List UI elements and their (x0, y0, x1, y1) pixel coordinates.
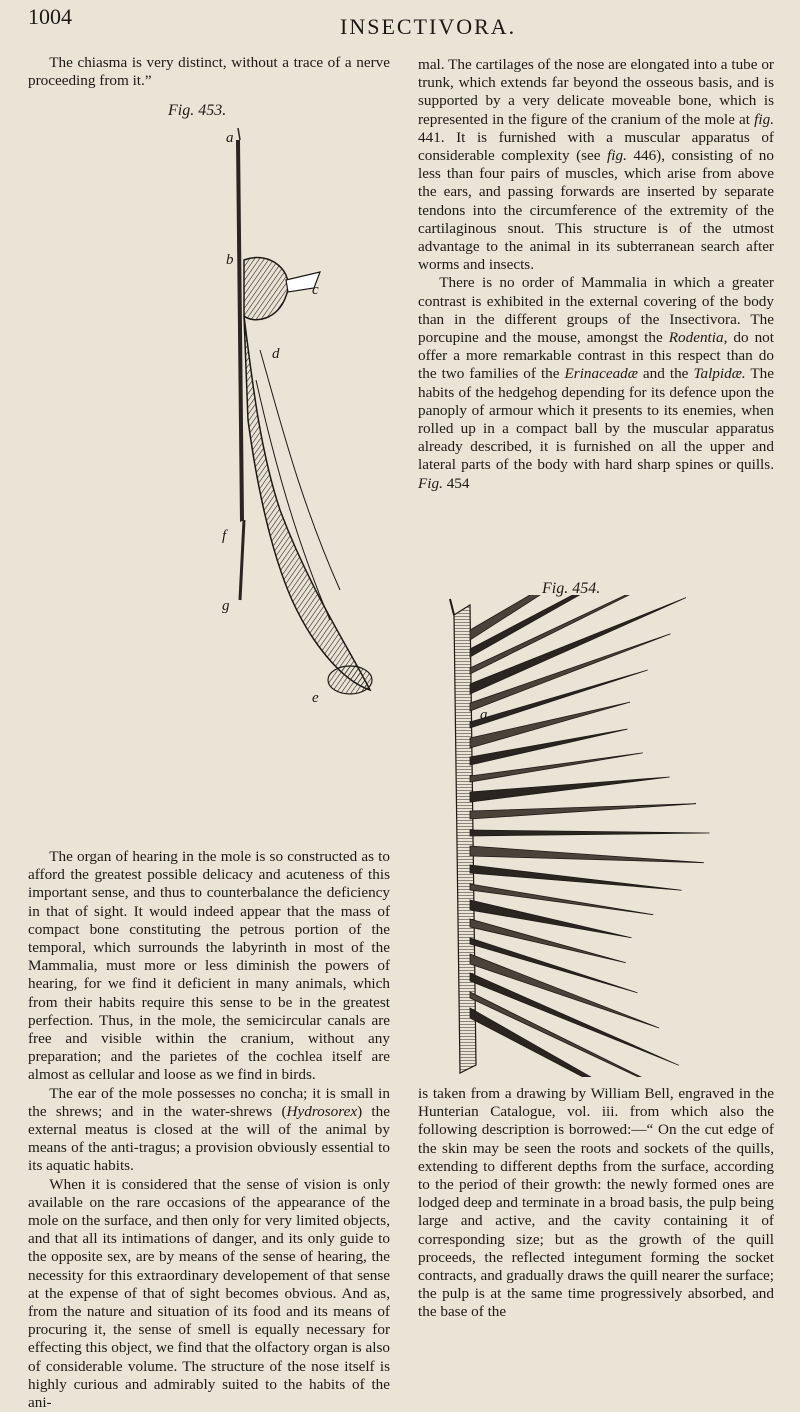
paragraph-covering-d: The habits of the hedgehog depending for its defence upon the panoply of armour which it presents to its enemies, when rolled up in a compact ball by the muscular apparatus already described, it is furnished on all the upper and lateral parts of the body with hard sharp spines or quills. (418, 365, 774, 474)
fig454-quill (470, 777, 670, 802)
fig453-inner-line (260, 350, 340, 590)
paragraph-covering-a: There is no order of Mammalia in which a greater contrast is exhibited in the external covering of the body than in the different groups of the Insectivora. The porcupine and the mouse, amongst the (418, 274, 774, 347)
fig454-skin (454, 605, 476, 1073)
fig453-lower-rod (240, 520, 244, 600)
fig453-label-g: g (222, 598, 230, 614)
paragraph-ear-a: The ear of the mole possesses no concha; it is small in the shrews; and in the water-shrews ( (28, 1084, 390, 1120)
fig454-quills (470, 595, 710, 1077)
fig454-skin-tip (450, 599, 454, 615)
right-column-bottom (418, 1085, 774, 1322)
fig453-label-d: d (272, 346, 280, 362)
paragraph-covering-b: do not offer a more remarkable contrast in this respect than do the two families of the (418, 329, 774, 383)
fig454-quill (470, 702, 630, 748)
fig454-label-a: a (480, 707, 488, 723)
term-talpidae: Talpidæ. (693, 365, 746, 383)
fig454-quill (470, 846, 704, 863)
paragraph-vision: When it is considered that the sense of vision is only available on the rare occasions of the appearance of the mole on the surface, and then only for very limited objects, and that all its intimations of danger, and its only guide to the opposite sex, are by means of the sense of hearing, the necessity for this extraordinary developement of that sense at the expense of that of sight becomes obvious. And as, from the nature and situation of its food and its means of procuring it, the sense of smell is equally necessary for effecting this object, we find that the olfactory organ is also of considerable volume. The structure of the nose itself is highly curious and admirably suited to the habits of the ani- (28, 1175, 390, 1412)
figure-454-illustration (440, 595, 770, 1077)
fig453-label-e: e (312, 690, 319, 705)
left-column-main (28, 848, 390, 1412)
paragraph-nose (418, 56, 774, 274)
paragraph-nose-a: mal. The cartilages of the nose are elongated into a tube or trunk, which extends far beyond the osseous basis, and is supported by a very delicate moveable bone, which is represented in the figure of the cranium of the mole at (418, 56, 774, 128)
right-column-top (418, 56, 774, 493)
paragraph-hearing: The organ of hearing in the mole is so constructed as to afford the greatest possible delicacy and acuteness of this important sense, and thus to counterbalance the deficiency in that of sight. It would indeed appear that the mass of compact bone constituting the petrous portion of the temporal, which surrounds the labyrinth in most of the Mammalia, must more or less diminish the powers of hearing, for we find it deficient in many animals, which from their habits require this sense to be in the greatest perfection. Thus, in the mole, the semicircular canals are free and visible within the cranium, without any preparation; and the parietes of the cochlea itself are almost as cellular and loose as we find in birds. (28, 848, 390, 1084)
fig453-label-b: b (226, 252, 234, 268)
left-column-top (28, 54, 390, 90)
term-hydrosorex: Hydrosorex (286, 1102, 358, 1120)
fig453-label-f: f (222, 528, 227, 544)
running-head: INSECTIVORA. (340, 14, 517, 39)
term-erinaceadae: Erinaceadæ (564, 365, 638, 383)
figure-453-caption: Fig. 453. (168, 102, 227, 119)
fig453-rod-tip (238, 128, 240, 140)
paragraph-nose-c: 446), consisting of no less than four pairs of muscles, which arise from above the ears, and passing forwards are inserted by separate tendons into the circumference of the extremity of the cartilaginous snout. This structure is of the utmost advantage to the animal in its subterranean search after worms and insects. (418, 147, 774, 274)
paragraph-nose-b: 441. It is furnished with a muscular apparatus of considerable complexity (see (418, 128, 774, 165)
figure-453-illustration (200, 120, 450, 705)
paragraph-quills: is taken from a drawing by William Bell, engraved in the Hunterian Catalogue, vol. iii. from which also the following description is borrowed:—“ On the cut edge of the skin may be seen the roots and sockets of the quills, extending to different depths from the surface, according to the period of their growth: the newly formed ones are lodged deep and terminate in a broad basis, the pulp being large and active, and the cavity containing it of corresponding size; but as the growth of the quill proceeds, the reflected integument forming the socket contracts, and gradually draws the quill nearer the surface; the pulp is at the same time progressively absorbed, and the base of the (418, 1085, 774, 1321)
fig454-quill (470, 973, 679, 1065)
paragraph-covering (418, 274, 774, 492)
fig-ref-441: fig. (754, 110, 774, 128)
fig453-bulb (244, 258, 288, 320)
fig453-base (328, 666, 372, 694)
paragraph-ear-b: ) the external meatus is closed at the will of the animal by means of the anti-tragus; a provision obviously essential to its aquatic habits. (28, 1102, 390, 1175)
fig453-body (244, 316, 370, 690)
fig454-quill (470, 804, 696, 819)
paragraph-chiasma: The chiasma is very distinct, without a trace of a nerve proceeding from it.” (28, 54, 390, 90)
page-number: 1004 (28, 4, 72, 29)
fig454-quill (470, 919, 626, 963)
paragraph-covering-c: and the (637, 365, 694, 383)
paragraph-ear (28, 1085, 390, 1176)
fig453-label-a: a (226, 130, 234, 146)
fig453-rod (236, 140, 244, 522)
fig454-quill (470, 830, 710, 836)
term-rodentia: Rodentia, (668, 329, 728, 347)
figure-454-caption: Fig. 454. (542, 580, 601, 597)
fig-ref-454: Fig. (418, 474, 443, 492)
fig453-label-c: c (312, 282, 319, 298)
fig454-quill (470, 865, 682, 890)
fig-ref-446: fig. (607, 147, 627, 165)
paragraph-covering-e: 454 (442, 474, 470, 492)
